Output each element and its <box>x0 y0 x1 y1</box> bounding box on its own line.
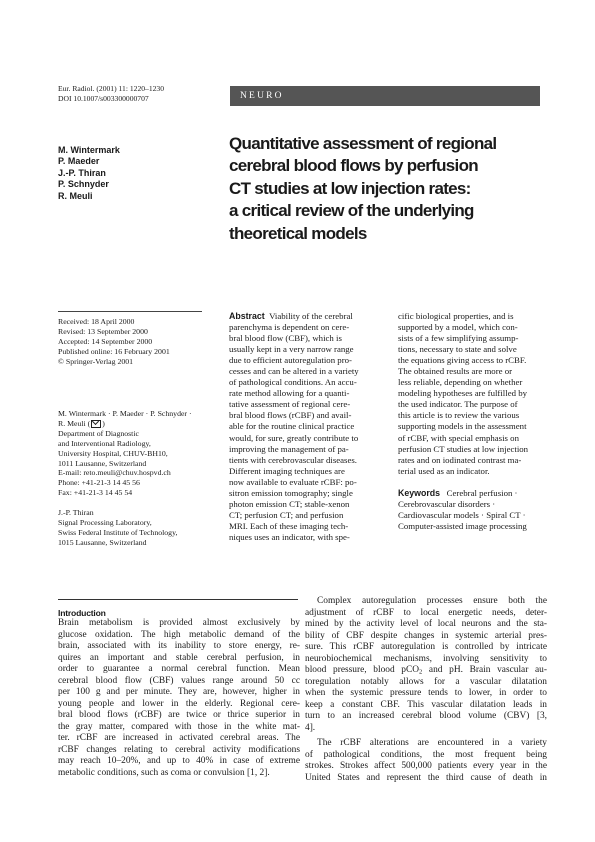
publication-dates <box>58 317 208 367</box>
journal-citation <box>58 84 164 103</box>
journal-line: Eur. Radiol. (2001) 11: 1220–1230 <box>58 84 165 93</box>
section-label: NEURO <box>230 86 540 106</box>
introduction-left-column: Brain metabolism is provided almost exclusively by glucose oxidation. The high metabolic demand of the brain, associated with its inability to store energy, re- quires an important and stable cerebral perfusion, in order to guarantee a normal cerebral function. Mean cerebral blood flow (CBF) values range around 50 cc per 100 g and per minute. They are, however, higher in young people and lower in the elderly. Regional cere- bral blood flows (rCBF) are twice or thrice superior in the gray matter, compared with those in the white mat- ter. rCBF are increased in activated cerebral areas. The rCBF changes relating to cerebral activity modifications may reach 10–20%, and up to 40% in case of extreme metabolic conditions, such as coma or convulsion [1, 2]. <box>58 618 300 778</box>
address-line: and Interventional Radiology, <box>58 438 151 448</box>
email-line: E-mail: reto.meuli@chuv.hospvd.ch <box>58 468 171 478</box>
author: P. Schnyder <box>58 179 109 190</box>
address-line: J.-P. Thiran <box>58 508 94 517</box>
title-line: theoretical models <box>229 223 367 243</box>
abstract-label: Abstract <box>229 311 265 321</box>
introduction-heading: Introduction <box>58 599 298 621</box>
author: R. Meuli <box>58 190 93 201</box>
title-line: cerebral blood flows by perfusion <box>229 156 478 176</box>
address-line: 1011 Lausanne, Switzerland <box>58 458 147 468</box>
phone-line: Phone: +41-21-3 14 45 56 <box>58 478 140 488</box>
received-date: Received: 18 April 2000 <box>58 317 135 326</box>
revised-date: Revised: 13 September 2000 <box>58 326 148 336</box>
keywords: Keywords Cerebral perfusion · <box>398 487 518 498</box>
title-line: Quantitative assessment of regional <box>229 134 497 153</box>
address-line: University Hospital, CHUV-BH10, <box>58 448 168 458</box>
fax-line: Fax: +41-21-3 14 45 54 <box>58 488 133 498</box>
title-line: CT studies at low injection rates: <box>229 178 471 198</box>
correspondence-address <box>58 409 218 498</box>
corr-authors: M. Wintermark · P. Maeder · P. Schnyder · <box>58 409 192 418</box>
address-line: Swiss Federal Institute of Technology, <box>58 527 178 537</box>
address-line: Department of Diagnostic <box>58 428 139 438</box>
keywords-label: Keywords <box>398 487 441 498</box>
abstract-column-2: cific biological properties, and is supported by a model, which con- sists of a few simplifying assump- tions, necessary to state and solve the equations giving access to rCBF. The obtained results are more or less reliable, depending on whether modeling hypotheses are fulfilled by the used indicator. The purpose of this article is to review the various supporting models in the assessment of rCBF, with special emphasis on perfusion CT studies at low injection rates and on iodinated contrast ma- terial used as an indicator. Keywords Cerebral perfusion · Cerebrovascular disorders · Cardiovascular models · Spiral CT · Computer-assisted image processing <box>398 311 568 532</box>
title-line: a critical review of the underlying <box>229 201 474 221</box>
doi-line: DOI 10.1007/s003300000707 <box>58 93 149 103</box>
abstract-column-1: Abstract Viability of the cerebral parenchyma is dependent on cere- bral blood flow (CBF), which is usually kept in a very narrow range due to efficient autoregulation pro- cesses and can be altered in a variety of pathological conditions. An accu- rate method allowing for a quanti- tative assessment of regional cere- bral blood flows (rCBF) and avail- able for the routine clinical practice would, for sure, greatly contribute to improving the management of pa- tients with cerebrovascular diseases. Different imaging techniques are now available to evaluate rCBF: po- sitron emission tomography; single photon emission CT; stable-xenon CT; perfusion CT; and perfusion MRI. Each of these imaging tech- niques uses an indicator, with spe- <box>229 311 359 542</box>
dates-divider <box>58 311 202 312</box>
address-line: Signal Processing Laboratory, <box>58 517 152 527</box>
copyright: © Springer-Verlag 2001 <box>58 356 134 366</box>
accepted-date: Accepted: 14 September 2000 <box>58 336 153 346</box>
author: P. Maeder <box>58 156 100 167</box>
author: M. Wintermark <box>58 145 120 155</box>
published-date: Published online: 16 February 2001 <box>58 346 170 356</box>
corr-authors: R. Meuli ( ) <box>58 418 105 428</box>
address-line: 1015 Lausanne, Switzerland <box>58 537 147 547</box>
author-list <box>58 145 120 202</box>
thiran-address <box>58 508 218 548</box>
introduction-right-column: Complex autoregulation processes ensure both the adjustment of rCBF to local energetic needs, deter- mined by the activity level of local neurons and the sta- bility of CBF despite changes in systemic arterial pres- sure. This rCBF autoregulation is controlled by intricate neurobiochemical mechanisms, involving sensitivity to blood pressure, blood pCO$_2$ and pH. Brain vascular au- toregulation notably allows for a vascular dilatation when the systemic pressure tends to lower, in order to keep a constant CBF. This vascular dilatation leads in turn to an increased cerebral blood volume (CBV) [3, 4]. The rCBF alterations are encountered in a variety of pathological conditions, the most frequent being strokes. Strokes affect 500,000 patients every year in the United States and represent the third cause of death in <box>305 596 547 783</box>
author: J.-P. Thiran <box>58 167 106 178</box>
envelope-icon <box>91 420 101 428</box>
article-title <box>229 133 549 245</box>
